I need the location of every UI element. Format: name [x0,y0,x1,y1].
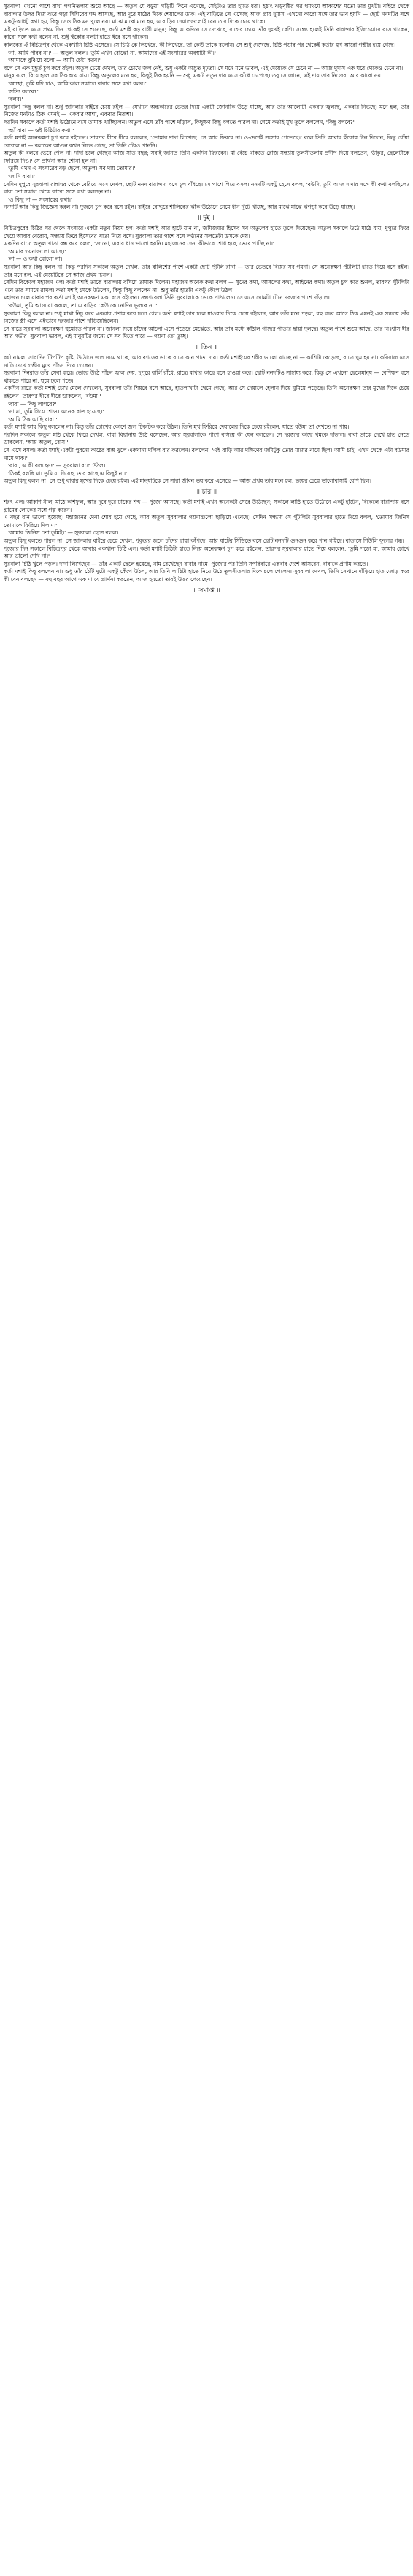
dialogue-paragraph: 'না, আমি পারব না।' — অতুল বলল। 'তুমি এখন বোঝো না, আমাদের এই সংসারের অবস্থাটা কী।' [8,49,216,56]
dialogue-paragraph: 'তুমি এখন এ সংসারের বড় ছেলে, অতুল। সব দায় তোমার।' [8,165,136,172]
section-heading: ॥ তিন ॥ [195,343,218,351]
section-heading: ॥ চার ॥ [196,488,217,497]
body-paragraph: সে রাত্রে সুরবালা অনেকক্ষণ ঘুমোতে পারল না। জানলা দিয়ে চাঁদের আলো এসে পড়েছে মেঝেতে, আর তার মধ্যে কাঁঠাল গাছের পাতার ছায়া দুলছে। অতুল পাশে শুয়ে আছে, তার নিঃশ্বাস ধীর আর গভীর। সুরবালা ভাবল, এই মানুষটির জন্যে সে সব দিতে পারে — গয়না তো তুচ্ছ। [4,325,409,340]
body-paragraph: সুরবালা কিছু বলল না। শুধু মাথা নিচু করে একবার প্রণাম করে চলে গেল। কর্তা মশাই তার চলে যাওয়ার দিকে চেয়ে রইলেন, আর তাঁর মনে পড়ল, বহু বছর আগে ঠিক এমনই এক সন্ধ্যায় তাঁর নিজের স্ত্রী এসে এইভাবে দরজার পাশে দাঁড়িয়েছিলেন। [4,310,409,325]
dialogue-paragraph: 'জানি বাবা।' [8,173,35,180]
document-page [4,0,409,603]
body-paragraph: এ বছর ধান ভালো হয়েছে। মহাজনের দেনা শোধ হয়ে গেছে, আর অতুল সুরবালার গয়নাগুলো ছাড়িয়ে এনেছে। সেদিন সন্ধ্যায় সে পুঁটলিটা সুরবালার হাতে দিয়ে বলল, 'তোমার জিনিস তোমাকে ফিরিয়ে দিলাম।' [4,514,409,529]
body-paragraph: কর্তা মশাই অনেকক্ষণ চুপ করে রইলেন। তারপর ধীরে ধীরে বললেন, 'তোমার দাদা লিখেছে। সে আর ফিরবে না। ও-দেশেই সংসার পেতেছে।' বলে তিনি আবার হুঁকোয় টান দিলেন, কিন্তু ধোঁয়া বেরোল না — কলকের আগুন কখন নিভে গেছে, তা তিনি টেরও পাননি। [4,134,409,149]
body-paragraph: কর্তা মশাই আর কিছু বললেন না। কিন্তু তাঁর চোখের কোণে জল চিকচিক করে উঠল। তিনি মুখ ফিরিয়ে দেয়ালের দিকে চেয়ে রইলেন, যাতে বউমা তা দেখতে না পায়। [4,423,350,431]
body-paragraph: সুরবালা দিনরাত তাঁর সেবা করে। ভোরে উঠে পাঁচন জ্বাল দেয়, দুপুরে বার্লি রাঁধে, রাত্রে মাথার কাছে বসে হাওয়া করে। ছোট ননদটিও সাহায্য করে, কিন্তু সে এখনো ছেলেমানুষ — বেশিক্ষণ বসে থাকতে পারে না, ঘুমে ঢুলে পড়ে। [4,369,409,384]
body-paragraph: অতুল কিছু বলল না। সে শুধু বাবার মুখের দিকে চেয়ে রইল। এই মানুষটিকে সে সারা জীবন ভয় করে এসেছে — আজ প্রথম তার মনে হল, ভয়ের চেয়ে ভালোবাসাই বেশি ছিল। [4,478,371,485]
dialogue-paragraph: 'সত্যি বলবে?' [8,88,39,95]
body-paragraph: সুরবালা চিঠি খুলে পড়ল। দাদা লিখেছেন — তাঁর একটি ছেলে হয়েছে, নাম রেখেছেন বাবার নামে। পুজোর পর তিনি সপরিবারে একবার দেশে আসবেন, বাবাকে প্রণাম করতে। [4,560,368,567]
body-paragraph: একদিন রাত্রে অতুল খাতা বন্ধ করে বলল, 'জানো, এবার ধান ভালো হয়নি। মহাজনের দেনা কীভাবে শোধ হবে, ভেবে পাচ্ছি না।' [4,240,274,248]
body-paragraph: সেদিন দুপুরে সুরবালা রান্নাঘর থেকে বেরিয়ে এসে দেখল, ছোট ননদ বারান্দায় বসে চুল বাঁধছে। সে পাশে গিয়ে বসল। ননদটি একটু হেসে বলল, 'বউদি, তুমি আজ দাদার সঙ্গে কী কথা বলছিলে? বাবা তো সকাল থেকে কারো সঙ্গে কথা বলছেন না।' [4,180,409,196]
body-paragraph: মানুষ বলে, বিয়ে হলে সব ঠিক হয়ে যায়। কিন্তু অতুলের মনে হয়, কিছুই ঠিক হয়নি — শুধু একটা নতুন দায় এসে কাঁধে চেপেছে। তবু সে জানে, এই দায় তার নিজের, আর কারো নয়। [4,72,383,80]
end-mark: ॥ সমাপ্ত ॥ [193,586,220,594]
dialogue-paragraph: 'আমার গয়নাগুলো আছে।' [8,248,66,255]
body-paragraph: কালকের ঐ বিচিত্রপুর থেকে একখানি চিঠি এসেছে। সে চিঠি কে লিখেছে, কী লিখেছে, তা কেউ তাকে বলেনি। সে শুধু দেখেছে, চিঠি পড়ার পর থেকেই কর্তার মুখ আরো গম্ভীর হয়ে গেছে। [4,41,396,48]
dialogue-paragraph: 'না মা, তুমি গিয়ে শোও। অনেক রাত হয়েছে।' [8,408,104,415]
section-heading: ॥ দুই ॥ [197,215,216,223]
body-paragraph: বিচিত্রপুরের চিঠির পর থেকে সংসারে একটা নতুন নিয়ম হল। কর্তা মশাই আর হাটে যান না, জমিজমার হিসেব সব অতুলের হাতে তুলে দিয়েছেন। অতুল সকালে উঠে মাঠে যায়, দুপুরে ফিরে খেয়ে আবার বেরোয়, সন্ধ্যায় ফিরে হিসেবের খাতা নিয়ে বসে। সুরবালা তার পাশে বসে লণ্ঠনের সলতেটা উসকে দেয়। [4,225,409,239]
body-paragraph: সুরবালা কিছু বলল না। শুধু জানলার বাইরে চেয়ে রইল — যেখানে অন্ধকারের ভেতর দিয়ে একটা জোনাকি উড়ে যাচ্ছে, আর তার আলোটা একবার জ্বলছে, একবার নিভছে। মনে হল, তার নিজের মনটাও ঠিক এমনই — একবার আশা, একবার নিরাশা। [4,103,409,118]
body-paragraph: মহাজন চলে যাবার পর কর্তা মশাই অনেকক্ষণ একা বসে রইলেন। সন্ধ্যাবেলা তিনি সুরবালাকে ডেকে পাঠালেন। সে এসে ঘোমটা টেনে দরজার পাশে দাঁড়াল। [4,294,330,302]
dialogue-paragraph: 'আচ্ছা, তুমি যদি চাও, আমি কাল সকালে বাবার সঙ্গে কথা বলব।' [8,80,147,87]
dialogue-paragraph: 'না — ও কথা বোলো না।' [8,256,64,263]
dialogue-paragraph: 'আমি ঠিক আছি বাবা।' [8,415,58,423]
body-paragraph: বর্ষা নামল। সারাদিন টিপটিপ বৃষ্টি, উঠোনে জল জমে থাকে, আর ব্যাঙের ডাকে রাত্রে কান পাতা দায়। কর্তা মশাইয়ের শরীর ভালো যাচ্ছে না — কাশিটা বেড়েছে, রাত্রে ঘুম হয় না। কবিরাজ এসে নাড়ি দেখে গম্ভীর মুখে পাঁচন দিয়ে গেছেন। [4,353,409,369]
body-paragraph: সুরবালা আর কিছু বলল না, কিন্তু পরদিন সকালে অতুল দেখল, তার বালিশের পাশে একটা ছোট পুঁটলি রাখা — তার ভেতরে বিয়ের সব গয়না। সে অনেকক্ষণ পুঁটলিটা হাতে নিয়ে বসে রইল। তার মনে হল, এই মেয়েটিকে সে আজ প্রথম চিনল। [4,264,409,278]
body-paragraph: শরৎ এল। আকাশ নীল, মাঠে কাশফুল, আর দূরে দূরে ঢাকের শব্দ — পুজো আসছে। কর্তা মশাই এখন অনেকটা সেরে উঠেছেন; সকালে লাঠি হাতে উঠোনে একটু হাঁটেন, বিকেলে বারান্দায় বসে গ্রামের লোকের সঙ্গে গল্প করেন। [4,499,409,513]
body-paragraph: সুরবালা এখনো পাশে রাখা গগনিতলায় শুয়ে আছে — অতুল যে বড়ুয়া গড়িটি কিনে এনেছে, সেইটাও তার হাতে ধরা। হঠাৎ ঝড়বৃষ্টির পর থমথমে আকাশের মতো তার মুখটা। বাইরে থেকে বারান্দার উপর দিয়ে ঝরে পড়া শিশিরের শব্দ আসছে, আর দূরে মাঠের দিকে শেয়ালের ডাক। এই বাড়িতে সে এসেছে আজ প্রায় দুমাস, এখনো কারো সঙ্গে তার ভাব হয়নি — ছোট ননদটির সঙ্গে একটু-আধটু কথা হয়, কিন্তু সেও ঠিক মন খুলে নয়। মাঝে মাঝে মনে হয়, এ বাড়ির দেয়ালগুলোই যেন তার দিকে চেয়ে থাকে। [4,3,409,26]
body-paragraph: সেদিন বিকেলে মহাজন এল। কর্তা মশাই তাকে বারান্দায় বসিয়ে তামাক দিলেন। মহাজন অনেক কথা বলল — সুদের কথা, আসলের কথা, আইনের কথা। অতুল চুপ করে শুনল, তারপর পুঁটলিটা এনে তার সামনে রাখল। কর্তা মশাই চমকে উঠলেন, কিন্তু কিছু বললেন না। শুধু তাঁর হাতটা একটু কেঁপে উঠল। [4,279,409,294]
dialogue-paragraph: 'বাবা, এ কী বলছেন!' — সুরবালা বলে উঠল। [8,462,106,469]
dialogue-paragraph: 'হ্যাঁ বাবা — ওই চিঠিটার কথা।' [8,126,74,134]
body-paragraph: পরদিন সকালে অতুল মাঠ থেকে ফিরে দেখল, বাবা বিছানায় উঠে বসেছেন, আর সুরবালাকে পাশে বসিয়ে কী যেন বলছেন। সে দরজার কাছে থমকে দাঁড়াল। বাবা তাকে দেখে হাত নেড়ে ডাকলেন, 'আয় অতুল, বোস।' [4,431,409,446]
body-paragraph: সে এসে বসল। কর্তা মশাই একটা পুরনো কাঠের বাক্স খুলে একখানা দলিল বার করলেন। বললেন, 'এই বাড়ি আর দক্ষিণের জমিটুকু তোর মায়ের নামে ছিল। আমি চাই, এখন থেকে এটা বউমার নামে থাক।' [4,447,409,461]
body-paragraph: অতুল কিছু বলতে পারল না। সে জানলার বাইরে চেয়ে দেখল, পুকুরের জলে চাঁদের ছায়া কাঁপছে, আর ঘাটের সিঁড়িতে বসে ছোট ননদটি গুনগুন করে গান গাইছে। বাতাসে শিউলি ফুলের গন্ধ। [4,537,404,544]
dialogue-paragraph: 'আমাকে বুঝিয়ে বলো — আমি চেষ্টা করব।' [8,57,101,64]
dialogue-paragraph: 'বউমা, তুমি আজ যা করলে, তা এ বাড়ির কেউ কোনোদিন ভুলবে না।' [8,302,158,309]
body-paragraph: ননদটি আর কিছু জিজ্ঞেস করল না। দুজনে চুপ করে বসে রইল। বাইরে রোদ্দুরে শালিকের ঝাঁক উঠোনে নেমে ধান খুঁটে খাচ্ছে, আর মাঝে মাঝে ঝগড়া করে উড়ে যাচ্ছে। [4,204,355,211]
body-paragraph: বলে সে এক মুহূর্ত চুপ করে রইল। অতুল চেয়ে দেখল, তার চোখে জল নেই, শুধু একটা অদ্ভুত দৃঢ়তা। সে মনে মনে ভাবল, এই মেয়েকে সে চেনে না — আজ দুমাস এক ঘরে থেকেও চেনে না। [4,64,404,72]
body-paragraph: পরদিন সকালে কর্তা মশাই উঠোনে বসে তামাক খাচ্ছিলেন। অতুল এসে তাঁর পাশে দাঁড়াল, কিছুক্ষণ কিছু বলতে পারল না। শেষে কর্তাই মুখ তুলে বললেন, 'কিছু বলবে?' [4,118,355,126]
body-paragraph: একদিন রাত্রে কর্তা মশাই চোখ মেলে দেখলেন, সুরবালা তাঁর শিয়রে বসে আছে, হাতপাখাটা থেমে গেছে, আর সে দেয়ালে হেলান দিয়ে ঘুমিয়ে পড়েছে। তিনি অনেকক্ষণ তার মুখের দিকে চেয়ে রইলেন। তারপর ধীরে ধীরে ডাকলেন, 'বউমা।' [4,385,409,399]
dialogue-paragraph: 'বাবা — কিছু লাগবে?' [8,400,57,407]
dialogue-paragraph: 'বলব।' [8,96,23,103]
dialogue-paragraph: 'ঠিকই বলছি মা। তুমি যা দিয়েছ, তার কাছে এ কিছুই না।' [8,469,127,477]
dialogue-paragraph: 'ও কিছু না — সংসারের কথা।' [8,196,72,203]
body-paragraph: এই বাড়িতে এসে প্রথম দিন থেকেই সে শুনেছে, কর্তা মশাই বড় রাগী মানুষ; কিন্তু এ কদিনে সে দেখেছে, রাগের চেয়ে তাঁর দুঃখই বেশি। সন্ধ্যে হলেই তিনি বারান্দার ইজিচেয়ারে বসে থাকেন, কারো সঙ্গে কথা বলেন না, শুধু হুঁকোর নলটা হাতে ধরে বসে থাকেন। [4,26,409,41]
body-paragraph: কর্তা মশাই কিছু বললেন না। শুধু তাঁর ঠোঁট দুটো একটু কেঁপে উঠল, আর তিনি লাঠিটা হাতে নিয়ে উঠে তুলসীতলার দিকে চলে গেলেন। সুরবালা দেখল, তিনি সেখানে দাঁড়িয়ে হাত জোড় করে কী যেন বলছেন — বহু বছর আগে এক মা যে প্রার্থনা করতেন, আজ হয়তো তারই উত্তর পেয়েছেন। [4,568,409,583]
body-paragraph: পুজোর দিন সকালে বিচিত্রপুর থেকে আবার একখানা চিঠি এল। কর্তা মশাই চিঠিটা হাতে নিয়ে অনেকক্ষণ চুপ করে রইলেন, তারপর সুরবালার হাতে দিয়ে বললেন, 'তুমি পড়ো মা, আমার চোখে আর ভালো দেখি না।' [4,545,409,560]
dialogue-paragraph: 'আমার জিনিস তো তুমিই।' — সুরবালা হেসে বলল। [8,529,119,537]
body-paragraph: অতুল কী বলবে ভেবে পেল না। দাদা চলে গেছেন আজ সাত বছর; সবাই জানত তিনি একদিন ফিরবেন। মা বেঁচে থাকতে রোজ সন্ধ্যায় তুলসীতলায় প্রদীপ দিয়ে বলতেন, 'ঠাকুর, ছেলেটাকে ফিরিয়ে দিও।' সে প্রার্থনা আর শোনা হল না। [4,150,409,164]
